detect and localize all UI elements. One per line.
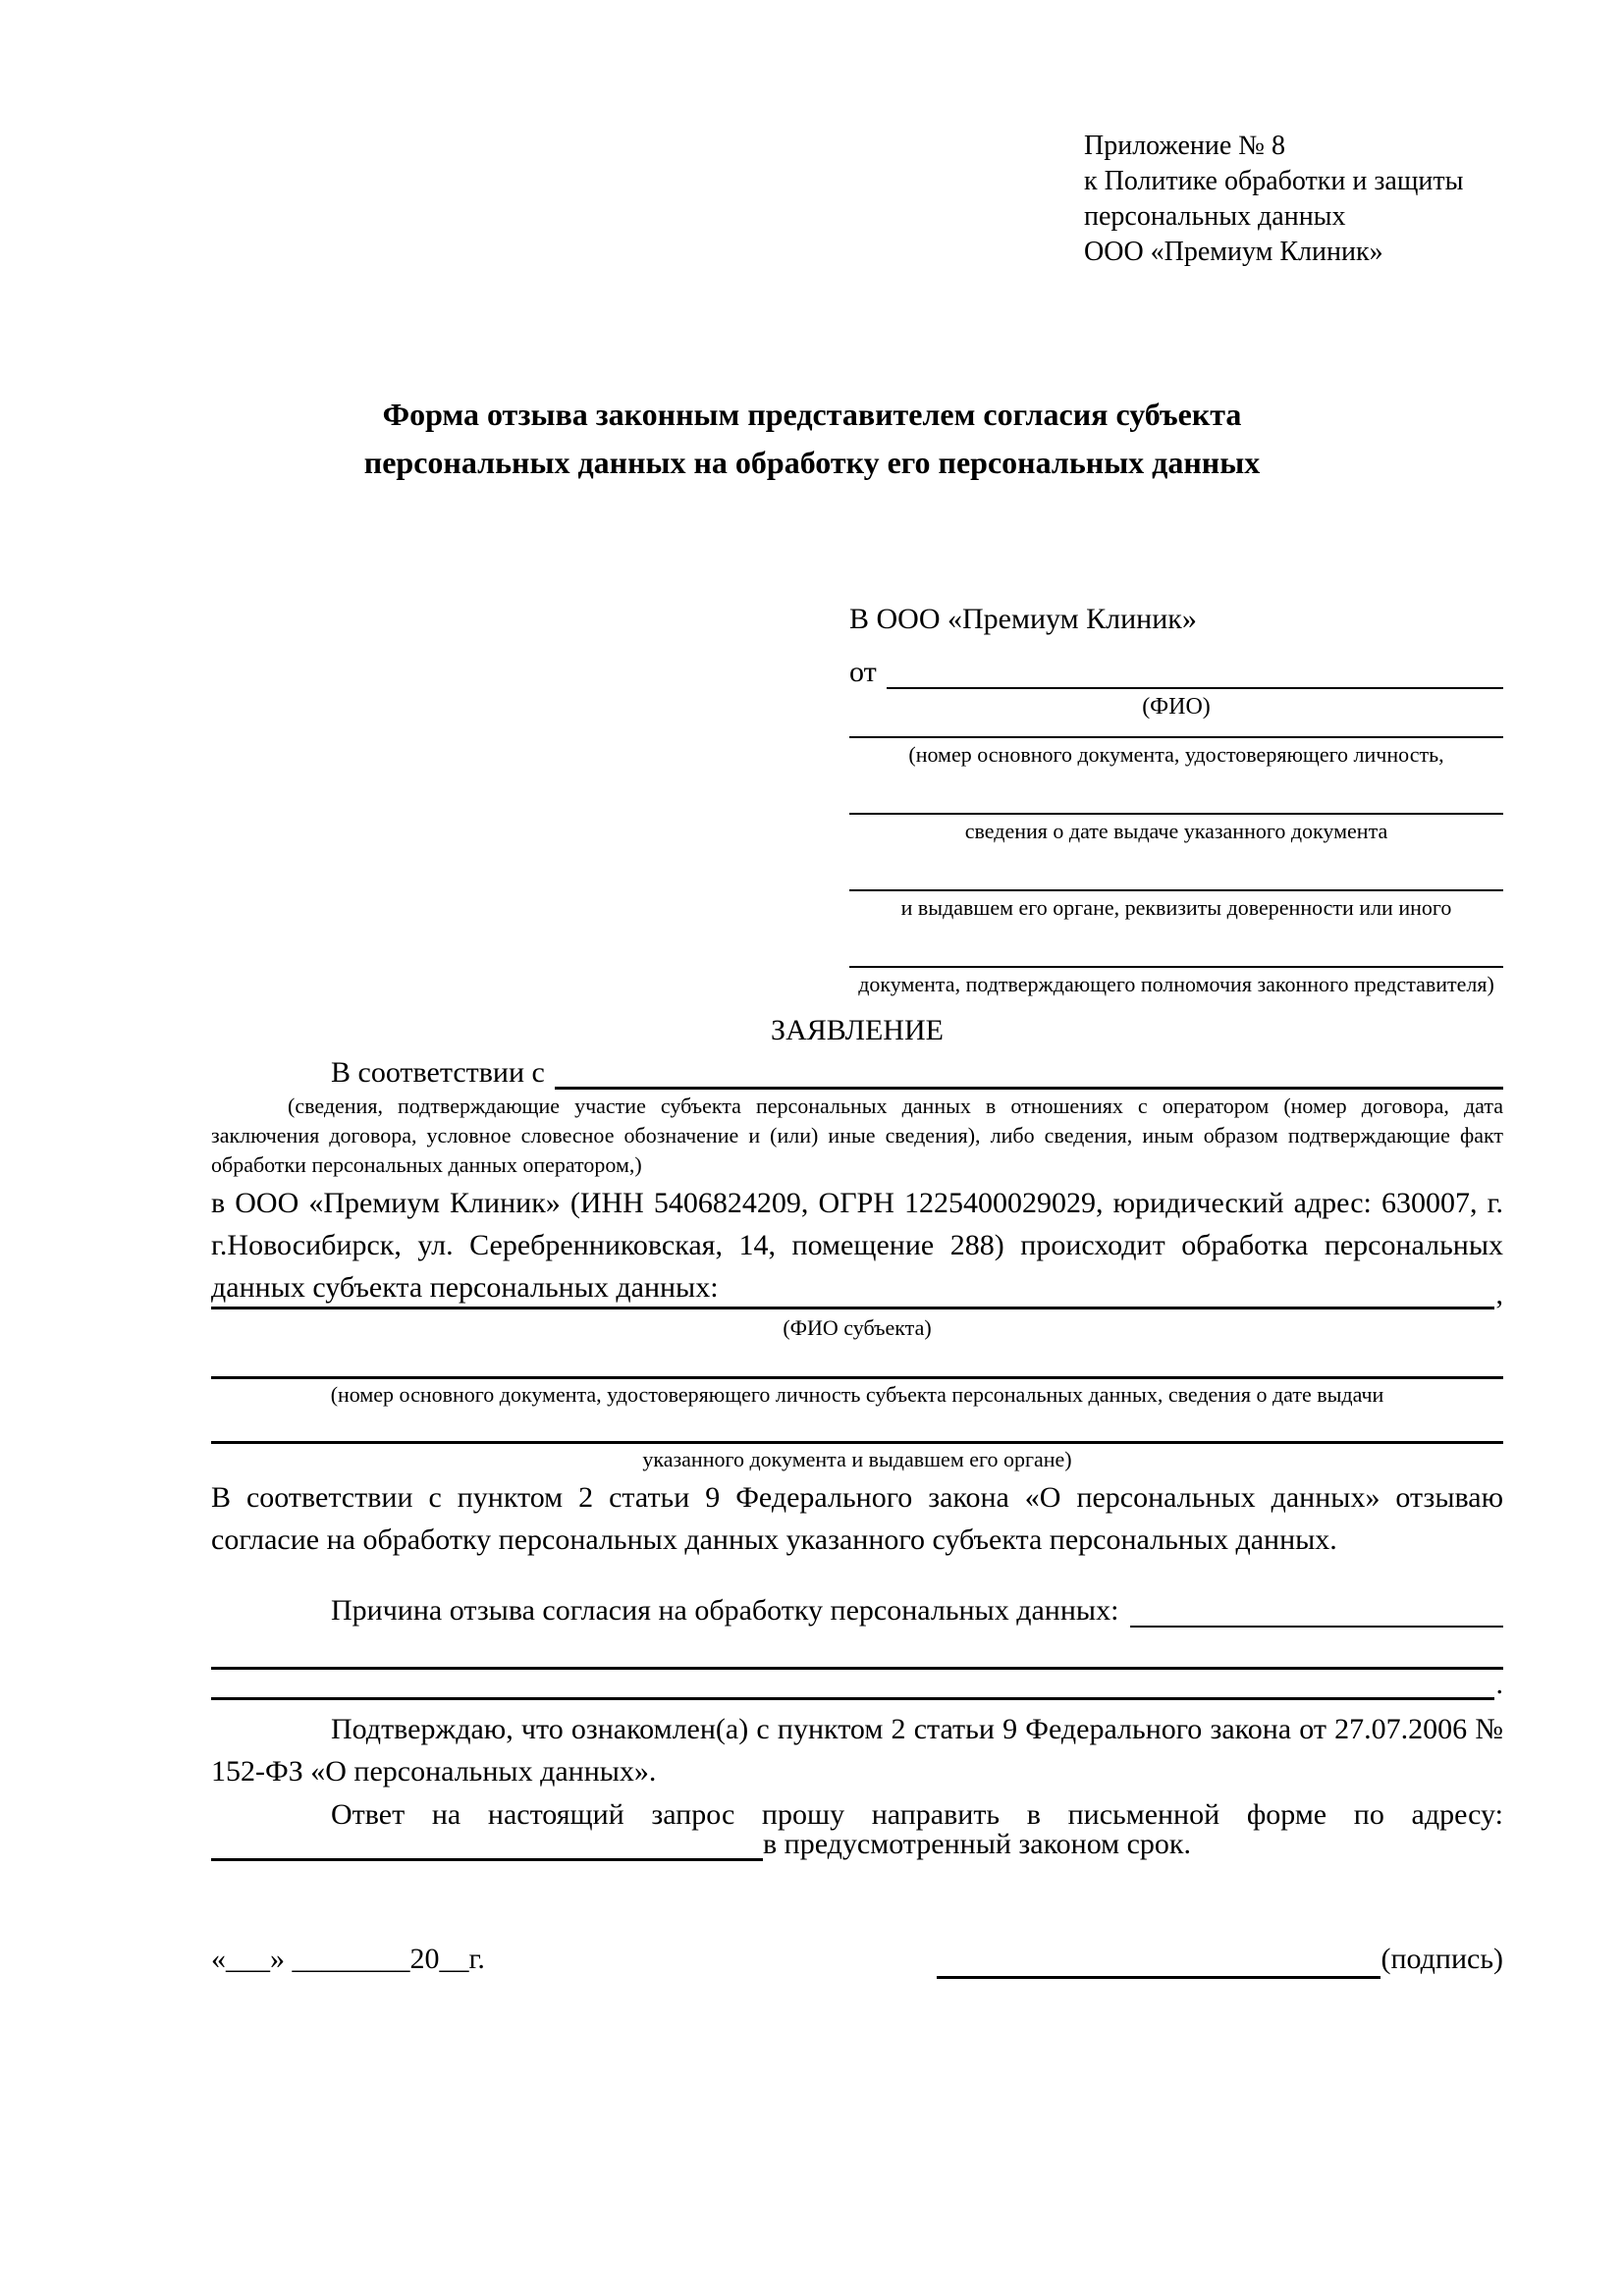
representative-doc-caption-3: и выдавшем его органе, реквизиты доверенности или иного [900,895,1452,920]
representative-doc-line-4 [849,921,1503,968]
subject-doc-caption-2: указанного документа и выдавшем его органе) [642,1447,1072,1471]
appendix-line-4: ООО «Премиум Клиник» [1084,237,1383,267]
reason-line-period: . [1495,1668,1503,1700]
addressee-block [849,599,1503,997]
signature-caption: (подпись) [1380,1943,1503,1975]
appendix-line-2: к Политике обработки и защиты [1084,166,1464,196]
fio-caption: (ФИО) [1142,694,1211,720]
subject-fio-caption: (ФИО субъекта) [783,1315,932,1340]
accordance-row [211,1052,1503,1090]
small-print-note: (сведения, подтверждающие участие субъекта персональных данных в отношениях с оператором (номер договора, дата заключения договора, условное словесное обозначение и (или) иные сведения), либо сведения, иным образом подтверждающие факт обработки персональных данных оператором,) [211,1094,1503,1177]
statement-heading: ЗАЯВЛЕНИЕ [771,1014,944,1046]
representative-doc-caption-1: (номер основного документа, удостоверяющего личность, [908,742,1444,767]
accordance-fill-line [555,1087,1503,1090]
confirmation-paragraph: Подтверждаю, что ознакомлен(а) с пунктом 2 статьи 9 Федерального закона от 27.07.2006 № 152-ФЗ «О персональных данных». [211,1713,1503,1788]
subject-doc-caption-1: (номер основного документа, удостоверяющего личность субъекта персональных данных, сведения о дате выдачи [330,1382,1384,1407]
accordance-label: В соответствии с [331,1056,545,1089]
operator-paragraph: в ООО «Премиум Клиник» (ИНН 5406824209, ОГРН 1225400029029, юридический адрес: 630007, г. г.Новосибирск, ул. Серебренниковская, 14, помещение 288) происходит обработка персональных данных субъекта персональных данных: [211,1187,1503,1304]
subject-name-row [211,1278,1503,1310]
withdrawal-paragraph: В соответствии с пунктом 2 статьи 9 Федерального закона «О персональных данных» отзываю согласие на обработку персональных данных указанного субъекта персональных данных. [211,1481,1503,1556]
reason-extra-line-1 [211,1639,1503,1670]
reason-label: Причина отзыва согласия на обработку персональных данных: [331,1594,1119,1627]
from-label: от [849,656,877,688]
addressee-to: В ООО «Премиум Клиник» [849,603,1197,635]
appendix-line-3: персональных данных [1084,201,1346,232]
reply-address-line [211,1858,763,1861]
reason-fill-line [1130,1626,1503,1628]
appendix-line-1: Приложение № 8 [1084,131,1285,161]
representative-doc-line-3 [849,844,1503,891]
reason-extra-line-2 [211,1697,1494,1700]
subject-name-line [211,1307,1494,1309]
subject-doc-line-1 [211,1351,1503,1379]
date-field: «___» ________20__г. [211,1943,485,1975]
signature-line [937,1941,1380,1979]
representative-doc-line-1 [849,721,1503,738]
reply-request-line: Ответ на настоящий запрос прошу направить в письменной форме по адресу: [331,1798,1503,1831]
representative-doc-caption-2: сведения о дате выдаче указанного документа [964,819,1388,843]
subject-doc-line-2 [211,1415,1503,1444]
reply-suffix: в предусмотренный законом срок. [763,1828,1191,1860]
appendix-note [1084,129,1463,270]
form-title: Форма отзыва законным представителем согласия субъекта персональных данных на обработку его персональных данных [363,397,1261,480]
representative-doc-caption-4: документа, подтверждающего полномочия законного представителя) [858,972,1494,996]
reply-address-row [211,1828,1503,1861]
reason-extra-row-2 [211,1668,1503,1700]
from-fill-line [887,687,1503,689]
footer-row [211,1938,1503,1979]
representative-doc-line-2 [849,768,1503,815]
reason-row [211,1594,1503,1628]
subject-line-comma: , [1495,1278,1503,1310]
from-row [849,644,1503,689]
signature-group [937,1940,1503,1979]
